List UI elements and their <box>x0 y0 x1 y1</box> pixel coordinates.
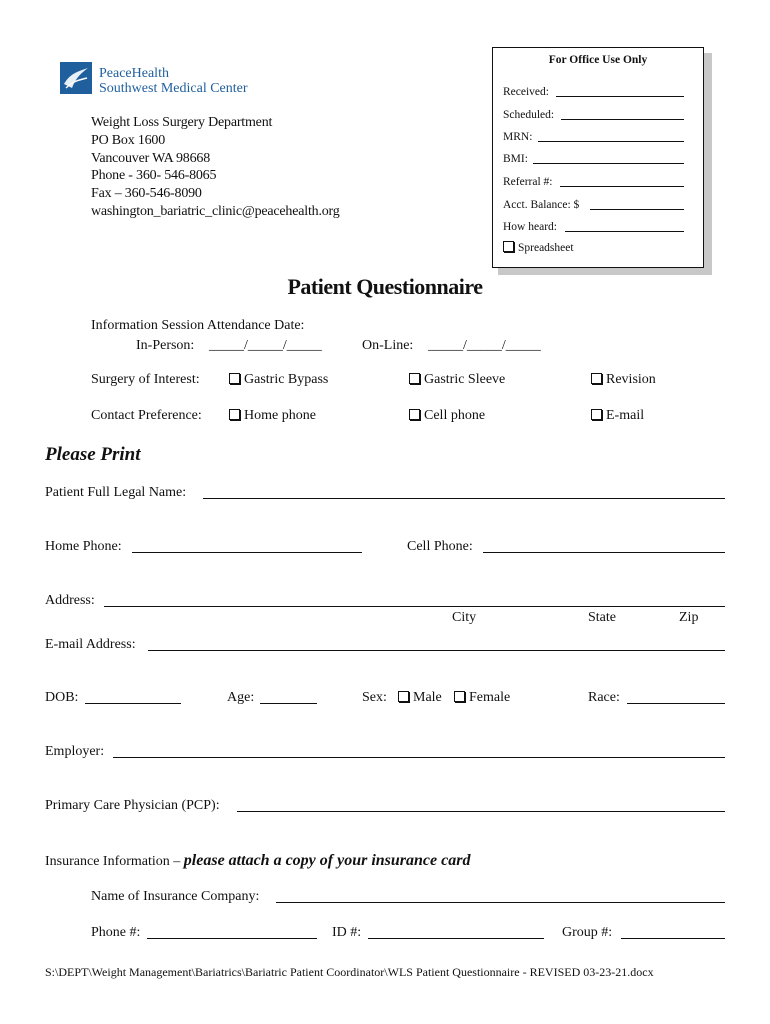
contact-label: Contact Preference: <box>91 408 202 423</box>
cell-phone-label: Cell Phone: <box>407 539 473 554</box>
insurance-phone-label: Phone #: <box>91 925 141 940</box>
logo-line2: Southwest Medical Center <box>99 81 248 96</box>
contact-cell-phone-option[interactable] <box>409 408 485 424</box>
office-received-field[interactable] <box>556 96 684 97</box>
logo-line1: PeaceHealth <box>99 66 169 81</box>
surgery-revision-option[interactable] <box>591 372 656 388</box>
employer-label: Employer: <box>45 744 105 759</box>
contact-home-phone-option[interactable] <box>229 408 316 424</box>
office-box-title: For Office Use Only <box>548 54 648 66</box>
checkbox-icon[interactable] <box>591 373 602 384</box>
checkbox-icon[interactable] <box>454 691 465 702</box>
online-label: On-Line: <box>362 338 414 353</box>
office-bmi-label: BMI: <box>503 153 528 165</box>
office-received-label: Received: <box>503 86 549 98</box>
age-label: Age: <box>227 690 255 705</box>
address-line: Weight Loss Surgery Department <box>91 115 273 130</box>
insurance-phone-field[interactable] <box>147 938 317 939</box>
insurance-id-label: ID #: <box>332 925 362 940</box>
insurance-company-field[interactable] <box>276 902 725 903</box>
department-address <box>91 114 340 221</box>
insurance-heading <box>45 853 470 870</box>
sex-label: Sex: <box>362 690 387 705</box>
email-label: E-mail Address: <box>45 637 136 652</box>
office-scheduled-field[interactable] <box>561 119 684 120</box>
option-label: Home phone <box>244 408 316 423</box>
file-path-footer: S:\DEPT\Weight Management\Bariatrics\Bariatric Patient Coordinator\WLS Patient Questionnaire - REVISED 03-23-21.docx <box>45 965 654 979</box>
city-caption: City <box>452 610 477 625</box>
office-balance-field[interactable] <box>590 209 684 210</box>
insurance-group-label: Group #: <box>562 925 613 940</box>
checkbox-icon[interactable] <box>229 373 240 384</box>
cell-phone-field[interactable] <box>483 552 725 553</box>
pcp-label: Primary Care Physician (PCP): <box>45 798 220 813</box>
option-label: Gastric Sleeve <box>424 372 506 387</box>
office-howheard-field[interactable] <box>565 231 684 232</box>
option-label: E-mail <box>606 408 645 423</box>
insurance-note: please attach a copy of your insurance card <box>183 852 471 869</box>
checkbox-icon[interactable] <box>503 241 514 252</box>
age-field[interactable] <box>260 703 317 704</box>
address-label: Address: <box>45 593 95 608</box>
checkbox-icon[interactable] <box>409 373 420 384</box>
address-line: washington_bariatric_clinic@peacehealth.org <box>91 203 340 219</box>
option-label: Female <box>469 690 511 705</box>
employer-field[interactable] <box>113 757 725 758</box>
peacehealth-logo-icon <box>60 62 92 94</box>
option-label: Gastric Bypass <box>244 372 329 387</box>
office-referral-field[interactable] <box>560 186 684 187</box>
checkbox-icon[interactable] <box>591 409 602 420</box>
online-date-field[interactable]: _____/_____/_____ <box>428 338 541 353</box>
option-label: Revision <box>606 372 656 387</box>
sex-male-option[interactable] <box>398 690 442 706</box>
race-field[interactable] <box>627 703 725 704</box>
surgery-gastric-bypass-option[interactable] <box>229 372 328 388</box>
page-title: Patient Questionnaire <box>287 274 483 299</box>
surgery-label: Surgery of Interest: <box>91 372 200 387</box>
office-mrn-field[interactable] <box>538 141 684 142</box>
zip-caption: Zip <box>679 610 699 625</box>
office-referral-label: Referral #: <box>503 176 553 188</box>
option-label: Cell phone <box>424 408 486 423</box>
email-field[interactable] <box>148 650 725 651</box>
state-caption: State <box>588 610 616 625</box>
office-spreadsheet-option[interactable] <box>503 240 574 256</box>
office-howheard-label: How heard: <box>503 221 557 233</box>
insurance-label: Insurance Information – <box>45 854 181 869</box>
office-bmi-field[interactable] <box>533 163 684 164</box>
sex-female-option[interactable] <box>454 690 510 706</box>
home-phone-field[interactable] <box>132 552 362 553</box>
address-line: Vancouver WA 98668 <box>91 150 211 166</box>
option-label: Male <box>413 690 442 705</box>
race-label: Race: <box>588 690 620 705</box>
address-line: Fax – 360-546-8090 <box>91 186 202 202</box>
logo-text <box>99 66 248 96</box>
spreadsheet-label: Spreadsheet <box>518 242 574 254</box>
pcp-field[interactable] <box>237 811 725 812</box>
address-field[interactable] <box>104 606 725 607</box>
office-mrn-label: MRN: <box>503 131 533 143</box>
contact-email-option[interactable] <box>591 408 644 424</box>
checkbox-icon[interactable] <box>229 409 240 420</box>
in-person-date-field[interactable]: _____/_____/_____ <box>209 338 322 353</box>
in-person-label: In-Person: <box>136 338 195 353</box>
insurance-company-label: Name of Insurance Company: <box>91 889 260 904</box>
home-phone-label: Home Phone: <box>45 539 122 554</box>
full-name-label: Patient Full Legal Name: <box>45 485 187 500</box>
please-print-heading: Please Print <box>45 444 141 465</box>
insurance-group-field[interactable] <box>621 938 725 939</box>
session-date-label: Information Session Attendance Date: <box>91 318 305 333</box>
office-scheduled-label: Scheduled: <box>503 109 555 121</box>
checkbox-icon[interactable] <box>398 691 409 702</box>
checkbox-icon[interactable] <box>409 409 420 420</box>
address-line: PO Box 1600 <box>91 132 166 148</box>
surgery-gastric-sleeve-option[interactable] <box>409 372 505 388</box>
office-balance-label: Acct. Balance: $ <box>503 199 580 211</box>
dob-field[interactable] <box>85 703 181 704</box>
address-line: Phone - 360- 546-8065 <box>91 168 217 184</box>
full-name-field[interactable] <box>203 498 725 499</box>
dob-label: DOB: <box>45 690 79 705</box>
insurance-id-field[interactable] <box>368 938 544 939</box>
